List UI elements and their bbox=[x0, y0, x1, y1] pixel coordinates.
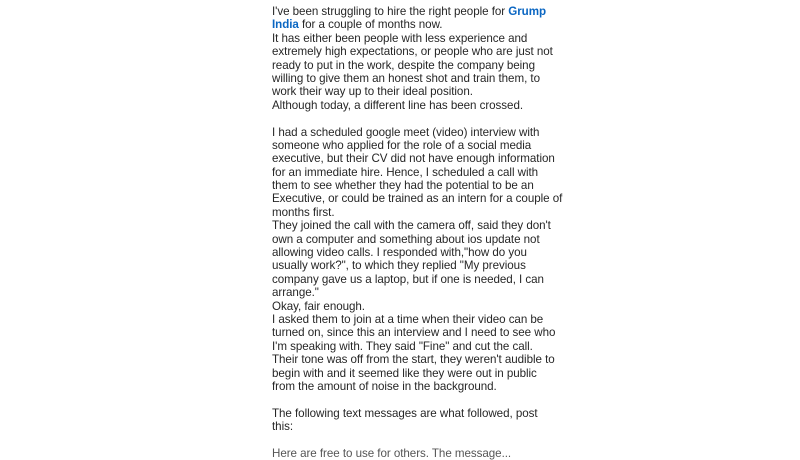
paragraph-gap bbox=[272, 434, 572, 447]
post-line: turned on, since this an interview and I need to see who bbox=[272, 326, 556, 340]
post-line: I've been struggling to hire the right people for Grump bbox=[272, 5, 547, 18]
company-mention-link[interactable]: Grump bbox=[508, 5, 547, 18]
post-line: own a computer and something about ios update not bbox=[272, 232, 540, 246]
post-line: this: bbox=[272, 420, 294, 434]
post-line: They joined the call with the camera off, said they don't bbox=[272, 219, 551, 233]
post-line: Their tone was off from the start, they weren't audible to bbox=[272, 353, 555, 367]
post-line: I asked them to join at a time when their video can be bbox=[272, 312, 544, 326]
post-line: company gave us a laptop, but if one is needed, I can bbox=[272, 272, 544, 286]
post-line: It has either been people with less experience and bbox=[272, 31, 528, 45]
post-line: allowing video calls. I responded with,"how do you bbox=[272, 246, 527, 260]
post-line: The following text messages are what followed, post bbox=[272, 406, 538, 420]
post-line: work their way up to their ideal position. bbox=[272, 85, 473, 99]
post-line: Although today, a different line has been crossed. bbox=[272, 98, 524, 112]
post-line: Okay, fair enough. bbox=[272, 299, 365, 313]
post-line: begin with and it seemed like they were out in public bbox=[272, 366, 537, 380]
post-line: willing to give them an honest shot and train them, to bbox=[272, 71, 540, 85]
post-line: from the amount of noise in the background. bbox=[272, 379, 497, 393]
paragraph-gap bbox=[272, 393, 572, 406]
post-line-cutoff: Here are free to use for others. The message... bbox=[272, 446, 512, 460]
post-line: extremely high expectations, or people who are just not bbox=[272, 45, 553, 59]
post-line: for an immediate hire. Hence, I scheduled a call with bbox=[272, 165, 539, 179]
company-mention-link-cont[interactable]: India bbox=[272, 18, 299, 32]
post-line: I'm speaking with. They said "Fine" and cut the call. bbox=[272, 339, 533, 353]
post-line: Executive, or could be trained as an intern for a couple of bbox=[272, 192, 563, 206]
post-line: them to see whether they had the potential to be an bbox=[272, 179, 534, 193]
post-line: arrange." bbox=[272, 286, 319, 300]
post-line: I had a scheduled google meet (video) interview with bbox=[272, 125, 540, 139]
post-line: months first. bbox=[272, 205, 335, 219]
paragraph-gap bbox=[272, 112, 572, 125]
post-line: someone who applied for the role of a social media bbox=[272, 138, 532, 152]
post-body bbox=[272, 0, 572, 460]
post-line: ready to put in the work, despite the company being bbox=[272, 58, 535, 72]
post-line: executive, but their CV did not have enough information bbox=[272, 152, 555, 166]
post-line: India for a couple of months now. bbox=[272, 18, 443, 32]
post-line: usually work?", to which they replied "My previous bbox=[272, 259, 526, 273]
